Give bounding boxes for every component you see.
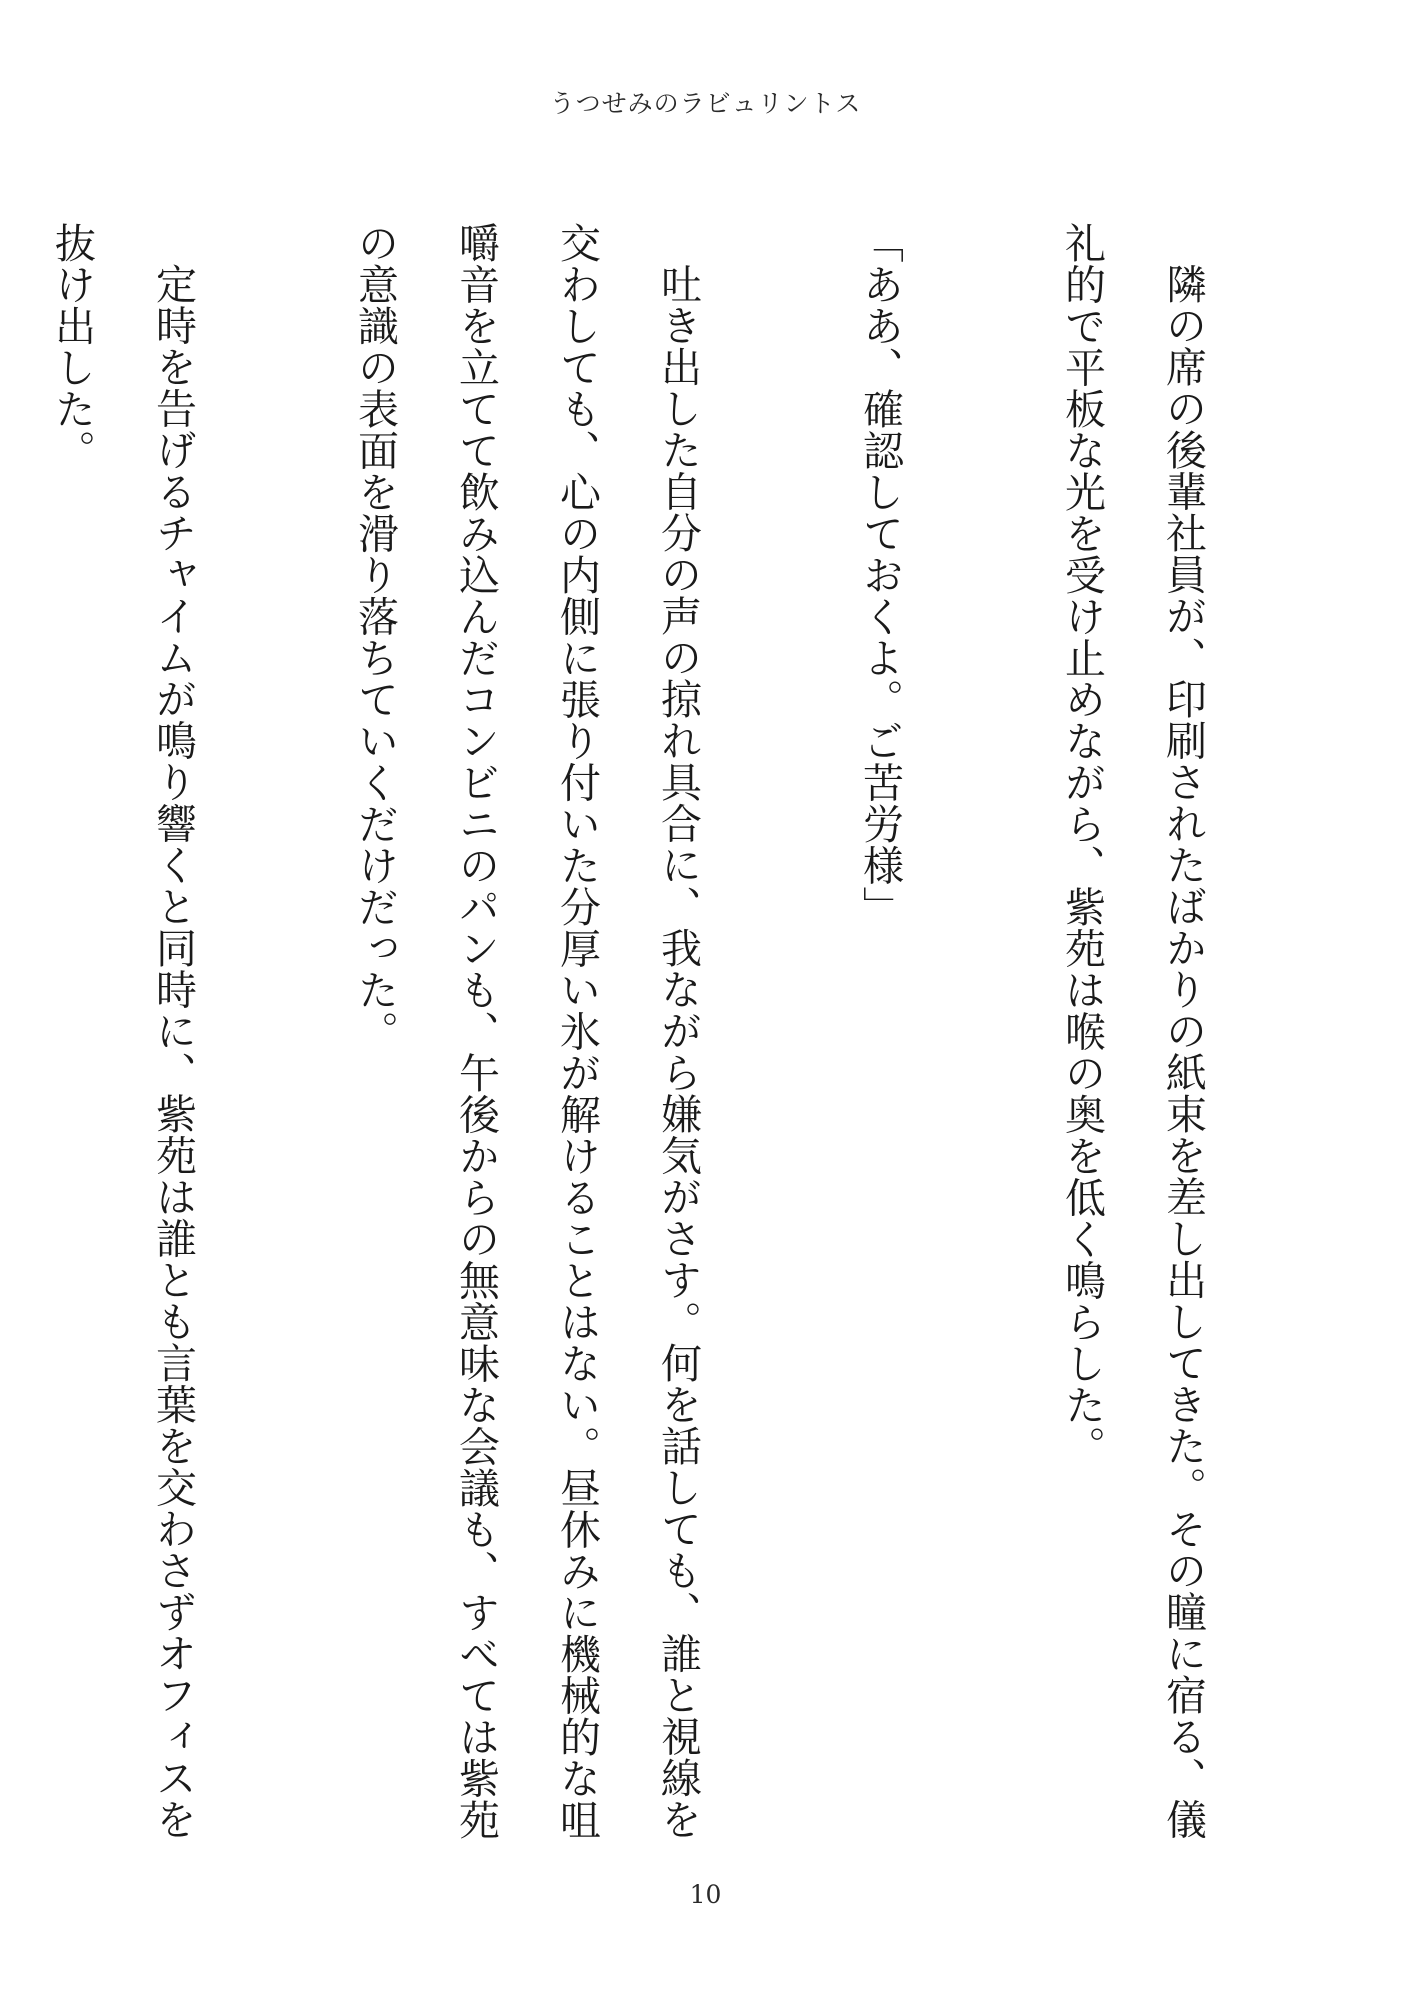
blank-line — [930, 222, 1031, 1862]
blank-line — [728, 222, 829, 1862]
body-text — [0, 222, 1233, 1862]
running-header: うつせみのラビュリントス — [549, 89, 862, 118]
blank-line — [0, 222, 21, 1862]
blank-line — [223, 222, 324, 1862]
paragraph-3: 吐き出した自分の声の掠れ具合に、我ながら嫌気がさす。何を話しても、誰と視線を交わしても、心の内側に張り付いた分厚い氷が解けることはない。昼休みに機械的な咀嚼音を立てて飲み込んだコンビニのパンも、午後からの無意味な会議も、すべては紫苑の意識の表面を滑り落ちていくだけだった。 — [351, 222, 702, 1841]
paragraph-2-dialogue: 「ああ、確認しておくよ。ご苦労様」 — [856, 222, 904, 928]
paragraph-1: 隣の席の後輩社員が、印刷されたばかりの紙束を差し出してきた。その瞳に宿る、儀礼的で平板な光を受け止めながら、紫苑は喉の奥を低く鳴らした。 — [1058, 222, 1207, 1840]
page-number: 10 — [689, 1880, 722, 1909]
paragraph-4: 定時を告げるチャイムが鳴り響くと同時に、紫苑は誰とも言葉を交わさずオフィスを抜け出した。 — [48, 222, 197, 1840]
